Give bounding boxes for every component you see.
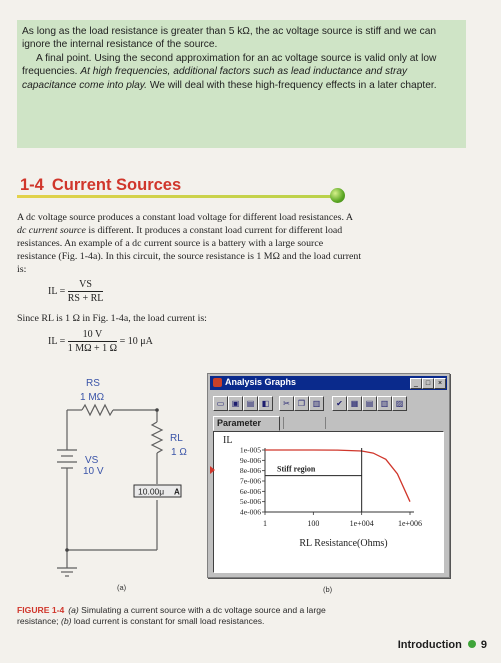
figcap-text-1: Simulating a current source with a dc voltage source and a large resistance; — [17, 605, 326, 626]
y-tick-label: 5e-006 — [239, 497, 261, 507]
y-tick-label: 7e-006 — [239, 476, 261, 486]
rs-value: 1 MΩ — [80, 392, 105, 403]
print-icon[interactable]: ▤ — [243, 396, 258, 411]
page-footer — [398, 639, 487, 651]
minimize-button[interactable]: _ — [410, 378, 422, 389]
table-icon[interactable]: ▦ — [347, 396, 362, 411]
maximize-button[interactable]: □ — [422, 378, 434, 389]
y-tick-label: 6e-006 — [239, 486, 261, 496]
heading-ball-ornament — [330, 188, 345, 203]
para1-emphasis: dc current source — [17, 224, 86, 236]
paste-icon[interactable]: ▥ — [309, 396, 324, 411]
check-icon[interactable]: ✔ — [332, 396, 347, 411]
y-tick-label: 4e-006 — [239, 507, 261, 517]
vs-name: VS — [85, 455, 99, 466]
junction-dot-bottom — [65, 548, 69, 552]
note-box — [17, 20, 466, 148]
eq2-fraction — [68, 329, 117, 354]
eq2-result: = 10 μA — [119, 335, 153, 347]
vs-value: 10 V — [83, 466, 104, 477]
rl-name: RL — [170, 433, 183, 444]
y-tick-label: 1e-005 — [239, 445, 261, 455]
app-icon — [213, 378, 222, 387]
plot-marker-arrow — [210, 466, 215, 474]
tab-divider — [283, 417, 284, 429]
rl-value: 1 Ω — [171, 447, 187, 458]
page-number: 9 — [480, 639, 487, 651]
circuit-schematic — [40, 370, 210, 585]
resistor-rs-symbol — [82, 405, 113, 415]
x-tick-label: 100 — [307, 519, 320, 528]
note-paragraph-1: As long as the load resistance is greater than 5 kΩ, the ac voltage source is stiff and we can ignore the internal resistance of the source. — [22, 26, 437, 51]
equation-2 — [48, 329, 153, 354]
tab-divider-2 — [325, 417, 326, 429]
caption-b: (b) — [323, 585, 333, 594]
copy-icon[interactable]: ❐ — [294, 396, 309, 411]
eq1-numerator: VS — [68, 279, 104, 292]
window-titlebar[interactable] — [210, 376, 447, 390]
eq1-lhs: IL = — [48, 285, 66, 297]
plot-area — [213, 431, 444, 573]
x-axis-label: RL Resistance(Ohms) — [299, 538, 388, 549]
eq2-lhs: IL = — [48, 335, 66, 347]
figcap-b: (b) — [60, 616, 72, 626]
eq1-denominator: RS + RL — [67, 293, 104, 304]
section-title: Current Sources — [51, 176, 182, 194]
eq2-denominator: 1 MΩ + 1 Ω — [67, 343, 118, 354]
tab-row — [213, 416, 445, 430]
analysis-graphs-window — [207, 373, 450, 578]
note-p2-c: We will deal with these high-frequency effects in a later chapter. — [149, 79, 437, 91]
figcap-text-2: load current is constant for small load resistances. — [71, 616, 265, 626]
save-icon[interactable]: ▣ — [228, 396, 243, 411]
body-paragraph-1 — [17, 212, 364, 277]
open-icon[interactable]: ▭ — [213, 396, 228, 411]
footer-dot — [468, 640, 476, 648]
grid-icon[interactable]: ▤ — [362, 396, 377, 411]
x-tick-label: 1e+004 — [349, 519, 374, 528]
para1-text-b: is different. It produces a constant load current for different load resistances. An example of a dc current source is a battery with a large source resistance (Fig. 1-4a). In this circuit, the source resistance is 1 MΩ and the load current is: — [17, 224, 362, 275]
junction-dot — [155, 408, 159, 412]
y-axis-label: IL — [223, 435, 233, 446]
equation-1 — [48, 279, 103, 304]
body-paragraph-2: Since RL is 1 Ω in Fig. 1-4a, the load current is: — [17, 313, 207, 324]
section-heading — [20, 176, 181, 195]
tab-parameter[interactable]: Parameter — [213, 416, 280, 431]
chart-icon[interactable]: ▨ — [392, 396, 407, 411]
figure-caption — [17, 605, 337, 627]
y-tick-label: 9e-006 — [239, 455, 261, 465]
heading-rule — [17, 195, 335, 198]
note-p2-emphasis: At high frequencies, additional factors such as lead inductance and stray capacitance come into play. — [22, 66, 408, 91]
ammeter-unit: A — [174, 487, 180, 497]
close-button[interactable]: × — [434, 378, 446, 389]
stiff-region-annotation: Stiff region — [277, 464, 316, 474]
preview-icon[interactable]: ◧ — [258, 396, 273, 411]
bars-icon[interactable]: ▥ — [377, 396, 392, 411]
current-vs-resistance-chart — [214, 432, 443, 572]
eq1-fraction — [68, 279, 104, 304]
y-tick-label: 8e-006 — [239, 466, 261, 476]
x-tick-label: 1 — [263, 519, 267, 528]
footer-section: Introduction — [397, 639, 462, 651]
resistor-rl-symbol — [152, 422, 162, 453]
cut-icon[interactable]: ✂ — [279, 396, 294, 411]
ammeter-reading: 10.00μ — [138, 486, 165, 497]
para1-text-a: A dc voltage source produces a constant load voltage for different load resistances. A — [17, 212, 353, 223]
note-paragraph-2 — [22, 52, 454, 92]
x-tick-label: 1e+006 — [397, 519, 423, 528]
eq2-numerator: 10 V — [68, 329, 117, 342]
window-toolbar — [213, 396, 445, 412]
figure-label: FIGURE 1-4 — [17, 605, 65, 615]
caption-a: (a) — [117, 583, 127, 592]
note-p2-a: A final point. Using the second approximation for an ac voltage source is valid only at low frequencies. — [22, 52, 437, 78]
window-title: Analysis Graphs — [225, 377, 297, 387]
figcap-a: (a) — [68, 605, 79, 615]
rs-name: RS — [86, 378, 100, 389]
section-number: 1-4 — [20, 176, 44, 194]
